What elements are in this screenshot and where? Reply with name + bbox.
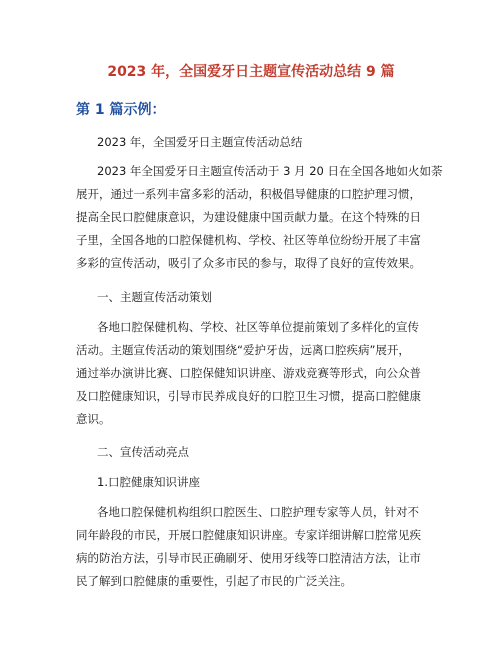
paragraph-line: 各地口腔保健机构、学校、社区等单位提前策划了多样化的宣传 [97, 320, 419, 334]
paragraph-line: 展开，通过一系列丰富多彩的活动，积极倡导健康的口腔护理习惯， [76, 187, 421, 201]
subtitle-line: 2023 年，全国爱牙日主题宣传活动总结 [97, 135, 303, 149]
paragraph-line: 各地口腔保健机构组织口腔医生、口腔护理专家等人员，针对不 [97, 505, 419, 519]
paragraph-line: 子里，全国各地的口腔保健机构、学校、社区等单位纷纷开展了丰富 [76, 233, 421, 247]
section-subheading: 二、宣传活动亮点 [97, 445, 189, 459]
paragraph-line: 活动。主题宣传活动的策划围绕“爱护牙齿，远离口腔疾病”展开， [76, 343, 410, 357]
paragraph-line: 意识。 [76, 412, 111, 426]
section-heading: 第 1 篇示例： [76, 102, 166, 118]
paragraph-line: 多彩的宣传活动，吸引了众多市民的参与，取得了良好的宣传效果。 [76, 256, 421, 270]
section-subheading: 1.口腔健康知识讲座 [97, 475, 200, 489]
paragraph-line: 提高全民口腔健康意识，为建设健康中国贡献力量。在这个特殊的日 [76, 210, 421, 224]
paragraph-line: 病的防治方法，引导市民正确刷牙、使用牙线等口腔清洁方法，让市 [76, 551, 421, 565]
paragraph-line: 及口腔健康知识，引导市民养成良好的口腔卫生习惯，提高口腔健康 [76, 389, 421, 403]
paragraph-line: 2023 年全国爱牙日主题宣传活动于 3 月 20 日在全国各地如火如荼 [97, 164, 443, 178]
document-title: 2023 年，全国爱牙日主题宣传活动总结 9 篇 [107, 64, 395, 80]
paragraph-line: 民了解到口腔健康的重要性，引起了市民的广泛关注。 [76, 574, 352, 588]
paragraph-line: 通过举办演讲比赛、口腔保健知识讲座、游戏竞赛等形式，向公众普 [76, 366, 421, 380]
section-subheading: 一、主题宣传活动策划 [97, 290, 212, 304]
paragraph-line: 同年龄段的市民，开展口腔健康知识讲座。专家详细讲解口腔常见疾 [76, 528, 421, 542]
